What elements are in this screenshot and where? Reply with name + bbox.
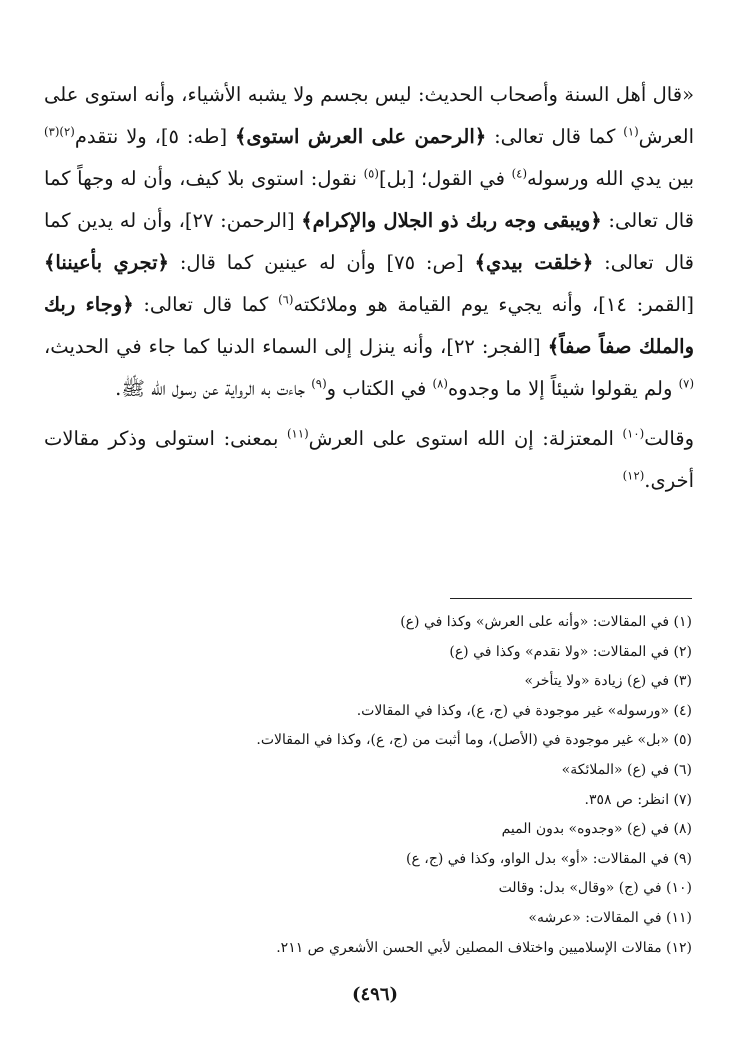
footnote-ref[interactable]: (١) bbox=[623, 124, 639, 139]
quran-verse: ﴿وجاء ربك والملك صفاً صفاً﴾ bbox=[44, 293, 695, 358]
text: بين يدي الله ورسوله bbox=[527, 167, 694, 190]
quran-verse: ﴿خلقت بيدي﴾ bbox=[474, 251, 594, 274]
footnote-item: (٤) «ورسوله» غير موجودة في (ج، ع)، وكذا في المقالات. bbox=[356, 702, 692, 719]
paragraph-1 bbox=[44, 74, 694, 410]
footnote-ref[interactable]: (٤) bbox=[511, 166, 528, 181]
text: في القول؛ [بل] bbox=[378, 167, 512, 190]
footnote-item: (٩) في المقالات: «أو» بدل الواو، وكذا في (ج، ع) bbox=[406, 850, 692, 867]
text: [القمر: ١٤]، وأنه يجيء يوم القيامة هو وملائكته bbox=[293, 293, 695, 316]
text: «قال أهل السنة وأصحاب الحديث: ليس بجسم ولا يشبه الأشياء، وأنه استوى على العرش bbox=[44, 83, 694, 148]
footnote-separator bbox=[450, 598, 692, 599]
footnote-item: (١) في المقالات: «وأنه على العرش» وكذا في (ع) bbox=[400, 614, 692, 630]
footnote-item: (١١) في المقالات: «عرشه» bbox=[528, 909, 692, 926]
text: كما قال تعالى: bbox=[486, 125, 624, 148]
footnote-item: (١٢) مقالات الإسلاميين واختلاف المصلين لأبي الحسن الأشعري ص ٢١١. bbox=[276, 939, 692, 956]
text: ولم يقولوا شيئاً إلا ما وجدوه bbox=[447, 377, 679, 400]
footnote-ref[interactable]: (٩) bbox=[311, 376, 327, 391]
footnote-ref[interactable]: (١١) bbox=[286, 426, 309, 441]
text: [ص: ٧٥] وأن له عينين كما قال: bbox=[168, 251, 475, 274]
text: وقالت bbox=[644, 427, 695, 450]
quran-verse: ﴿تجري بأعيننا﴾ bbox=[44, 251, 169, 274]
text: جاءت به الرواية عن رسول الله ﷺ. bbox=[115, 377, 312, 400]
main-text bbox=[44, 74, 694, 502]
text: المعتزلة: إن الله استوى على العرش bbox=[308, 427, 623, 450]
text: [الرحمن: ٢٧]، وأن له يدين كما قال تعالى: bbox=[44, 209, 694, 274]
footnote-item: (٨) في (ع) «وجدوه» بدون الميم bbox=[501, 821, 692, 838]
quran-verse: ﴿ويبقى وجه ربك ذو الجلال والإكرام﴾ bbox=[301, 209, 602, 232]
footnote-item: (٧) انظر: ص ٣٥٨. bbox=[584, 791, 692, 808]
footnotes bbox=[40, 608, 692, 963]
footnote-ref[interactable]: (٥) bbox=[363, 166, 379, 181]
text: [طه: ٥]، ولا نتقدم bbox=[74, 125, 235, 148]
page-number: (٤٩٦) bbox=[351, 984, 399, 1005]
text: في الكتاب و bbox=[326, 377, 433, 400]
footnote-ref[interactable]: (١٢) bbox=[622, 468, 645, 483]
text: بمعنى: استولى وذكر مقالات أخرى. bbox=[44, 427, 694, 492]
text: نقول: استوى بلا كيف، وأن له وجهاً كما قال تعالى: bbox=[44, 167, 694, 232]
footnote-ref[interactable]: (١٠) bbox=[622, 426, 645, 441]
quran-verse: ﴿الرحمن على العرش استوى﴾ bbox=[234, 125, 487, 148]
footnote-item: (٣) في (ع) زيادة «ولا يتأخر» bbox=[524, 673, 692, 690]
footnote-ref[interactable]: (٦) bbox=[278, 292, 294, 307]
footnote-item: (٢) في المقالات: «ولا نقدم» وكذا في (ع) bbox=[449, 643, 692, 660]
footnote-ref[interactable]: (٧) bbox=[678, 376, 694, 391]
footnote-ref[interactable]: (٢)(٣) bbox=[44, 124, 75, 139]
text: [الفجر: ٢٢]، وأنه ينزل إلى السماء الدنيا كما جاء في الحديث، bbox=[44, 335, 548, 358]
paragraph-2 bbox=[44, 418, 694, 502]
footnote-ref[interactable]: (٨) bbox=[432, 376, 448, 391]
footnote-item: (١٠) في (ج) «وقال» بدل: وقالت bbox=[498, 880, 692, 897]
text: كما قال تعالى: bbox=[133, 293, 279, 316]
footnote-item: (٥) «بل» غير موجودة في (الأصل)، وما أثبت من (ج، ع)، وكذا في المقالات. bbox=[256, 732, 692, 749]
footnote-item: (٦) في (ع) «الملائكة» bbox=[561, 761, 692, 778]
